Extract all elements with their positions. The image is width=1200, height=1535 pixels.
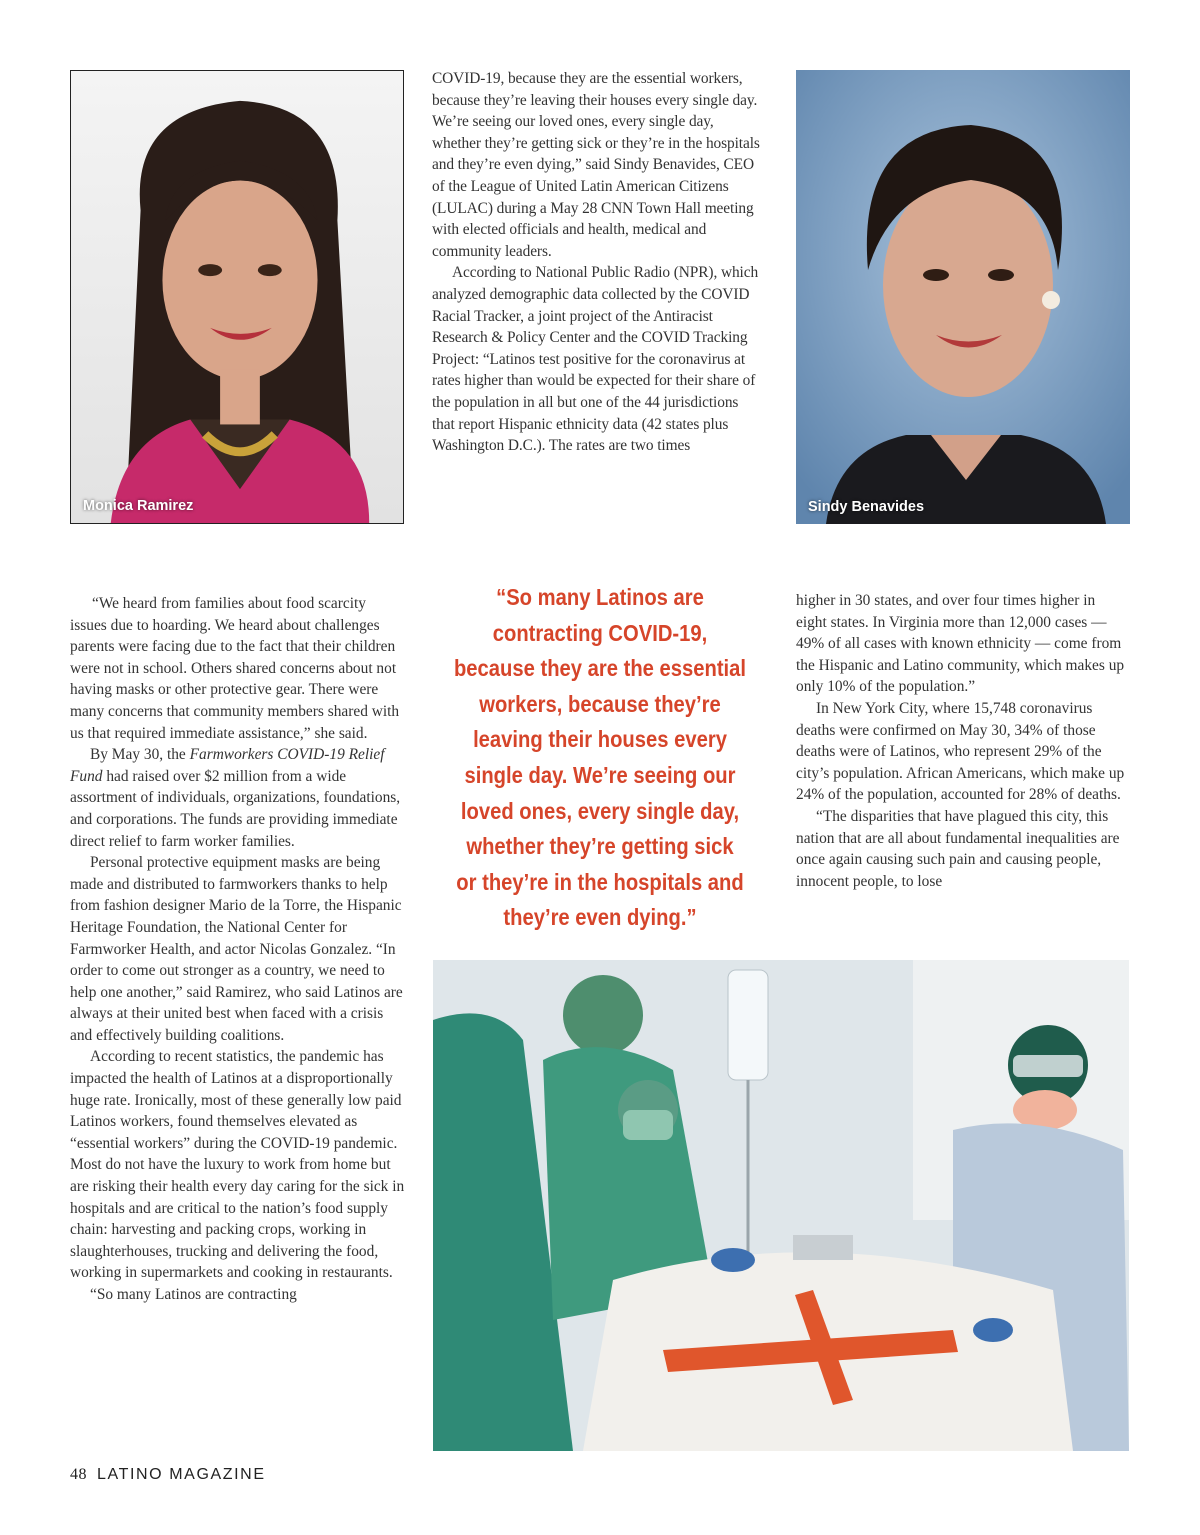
- magazine-name: LATINO MAGAZINE: [97, 1466, 266, 1483]
- text-run: By May 30, the: [90, 746, 190, 764]
- fund-name: Farmworkers COVID-19 Relief Fund: [70, 746, 385, 785]
- top-middle-column: [432, 68, 762, 457]
- text-run: had raised over $2 million from a wide assortment of individuals, organizations, foundations, and corporations. The funds are providing immediate direct relief to farm worker families.: [70, 767, 401, 850]
- paragraph: Personal protective equipment masks are being made and distributed to farmworkers thanks to help from fashion designer Mario de la Torre, the Hispanic Heritage Foundation, the National Center for Farmworker Health, and actor Nicolas Gonzalez. “In order to come out stronger as a country, we need to help one another,” said Ramirez, who said Latinos are always at their united best when faced with a crisis and effectively building coalitions.: [70, 854, 403, 1044]
- monica-ramirez-photo: [70, 70, 404, 524]
- left-column: [70, 593, 406, 1306]
- paragraph: COVID-19, because they are the essential workers, because they’re leaving their houses every single day. We’re seeing our loved ones, every single day, whether they’re getting sick or they’re in the hospitals and they’re even dying,” said Sindy Benavides, CEO of the League of United Latin American Citizens (LULAC) during a May 28 CNN Town Hall meeting with elected officials and health, medical and community leaders.: [432, 70, 760, 260]
- paragraph: According to recent statistics, the pandemic has impacted the health of Latinos at a disproportionally huge rate. Ironically, most of these generally low paid Latinos workers, found themselves elevated as “essential workers” during the COVID-19 pandemic. Most do not have the luxury to work from home but are risking their health every day caring for the sick in hospitals and are critical to the nation’s food supply chain: harvesting and packing crops, working in slaughterhouses, trucking and delivering the food, working in supermarkets and cooking in restaurants.: [70, 1048, 405, 1282]
- paragraph: In New York City, where 15,748 coronavirus deaths were confirmed on May 30, 34% of those deaths were of Latinos, who represent 29% of the city’s population. African Americans, which make up 24% of the population, accounted for 28% of deaths.: [796, 699, 1125, 804]
- paragraph: “The disparities that have plagued this city, this nation that are all about fundamental inequalities are once again causing such pain and causing people, innocent people, to lose: [796, 807, 1120, 890]
- page-footer: [70, 1466, 266, 1484]
- paragraph: higher in 30 states, and over four times higher in eight states. In Virginia more than 12,000 cases — 49% of all cases with known ethnicity — come from the Hispanic and Latino community, which makes up only 10% of the population.”: [796, 592, 1125, 696]
- hospital-icu-photo: [433, 960, 1129, 1451]
- paragraph: [70, 744, 406, 852]
- paragraph: According to National Public Radio (NPR), which analyzed demographic data collected by the COVID Racial Tracker, a joint project of the Antiracist Research & Policy Center and the COVID Tracking Project: “Latinos test positive for the coronavirus at rates higher than would be expected for their share of the population in all but one of the 44 jurisdictions that report Hispanic ethnicity data (42 states plus Washington D.C.). The rates are two times: [432, 264, 759, 455]
- paragraph: “We heard from families about food scarcity issues due to hoarding. We heard about challenges parents were facing due to the fact that their children were not in school. Others shared concerns about not having masks or other protective gear. There were many concerns that community members shared with us that required immediate assistance,” she said.: [70, 595, 400, 742]
- paragraph: “So many Latinos are contracting: [90, 1286, 297, 1303]
- portrait-illustration: [71, 71, 403, 523]
- page-number: 48: [70, 1466, 87, 1483]
- photo-caption: Sindy Benavides: [808, 499, 925, 515]
- right-column: [796, 590, 1128, 892]
- photo-caption: Monica Ramirez: [83, 498, 194, 514]
- portrait-illustration: [796, 70, 1130, 524]
- sindy-benavides-photo: [796, 70, 1130, 524]
- icu-scene-illustration: [433, 960, 1129, 1451]
- pull-quote: “So many Latinos are contracting COVID-19, because they are the essential workers, because they’re leaving their houses every single day. We’re seeing our loved ones, every single day, whether they’re getting sick or they’re in the hospitals and they’re even dying.”: [453, 584, 747, 931]
